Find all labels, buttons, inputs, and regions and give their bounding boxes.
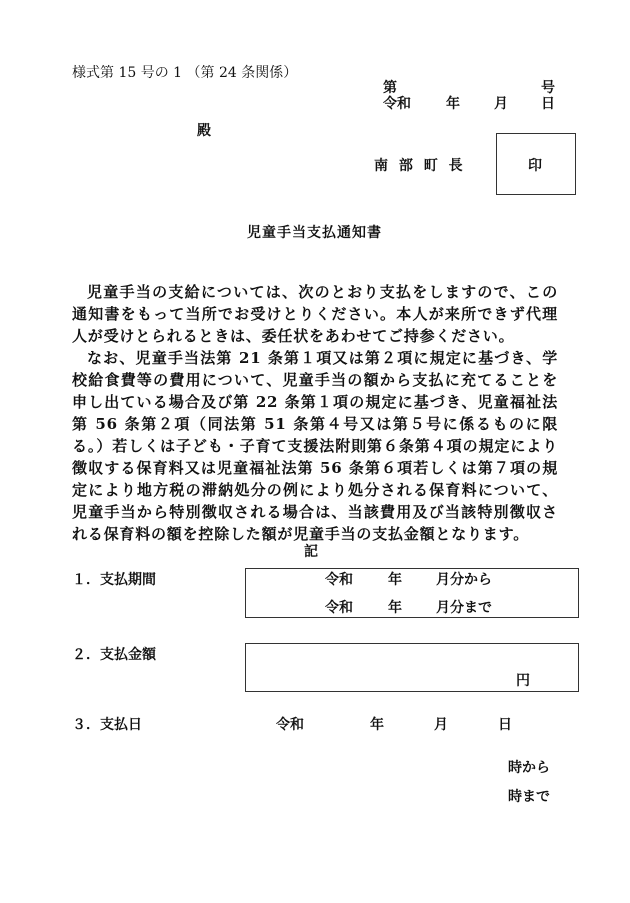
doc-number-suffix: 号 bbox=[541, 80, 555, 96]
period-from-text: 月分から bbox=[436, 572, 492, 588]
period-to-era: 令和 bbox=[325, 600, 353, 616]
issuer-name: 南 部 町 長 bbox=[374, 158, 466, 174]
seal-label: 印 bbox=[528, 158, 542, 174]
period-box bbox=[245, 568, 579, 618]
date-day: 日 bbox=[541, 96, 555, 112]
payment-date-month: 月 bbox=[434, 717, 448, 733]
ki-heading: 記 bbox=[304, 544, 318, 560]
date-era: 令和 bbox=[383, 96, 411, 112]
time-to: 時まで bbox=[508, 789, 550, 805]
amount-label: ２．支払金額 bbox=[72, 647, 156, 663]
date-month: 月 bbox=[494, 96, 508, 112]
period-to-text: 月分まで bbox=[436, 600, 492, 616]
period-to-year: 年 bbox=[388, 600, 402, 616]
payment-date-day: 日 bbox=[498, 717, 512, 733]
payment-date-era: 令和 bbox=[276, 717, 304, 733]
period-from-year: 年 bbox=[388, 572, 402, 588]
form-number: 様式第 15 号の 1 （第 24 条関係） bbox=[72, 65, 298, 81]
date-year: 年 bbox=[446, 96, 460, 112]
document-title: 児童手当支払通知書 bbox=[247, 225, 382, 241]
body-paragraph-2: なお、児童手当法第 21 条第１項又は第２項に規定に基づき、学校給食費等の費用について、児童手当の額から支払に充てることを申し出ている場合及び第 22 条第１項の規定に基づき、児童福祉法第 56 条第２項（同法第 51 条第４号又は第５号に係るものに限る。）若しくは子ども・子育て支援法附則第６条第４項の規定により徴収する保育料又は児童福祉法第 56 条第６項若しくは第７項の規定により地方税の滞納処分の例により処分される保育料について、児童手当から特別徴収される場合は、当該費用及び当該特別徴収される保育料の額を控除した額が児童手当の支払金額となります。 bbox=[72, 349, 558, 543]
payment-date-label: ３．支払日 bbox=[72, 717, 142, 733]
time-from: 時から bbox=[508, 760, 550, 776]
payment-date-year: 年 bbox=[370, 717, 384, 733]
body-paragraph-1: 児童手当の支給については、次のとおり支払をしますので、この通知書をもって当所でお受けとりください。本人が来所できず代理人が受けとられるときは、委任状をあわせてご持参ください。 bbox=[72, 283, 558, 345]
amount-unit: 円 bbox=[516, 673, 530, 689]
period-from-era: 令和 bbox=[325, 572, 353, 588]
period-label: １．支払期間 bbox=[72, 572, 156, 588]
doc-number-prefix: 第 bbox=[383, 80, 397, 96]
body-text bbox=[72, 281, 558, 545]
addressee-suffix: 殿 bbox=[197, 123, 211, 139]
